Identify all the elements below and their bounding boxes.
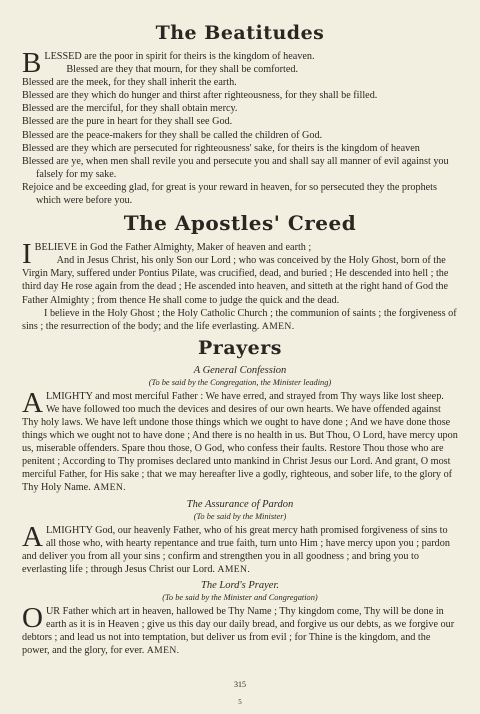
lords-prayer-body: UR Father which art in heaven, hallowed be Thy Name ; Thy kingdom come, Thy will be done in earth as it is in Heaven ; give us this day our daily bread, and forgive us our debts, as we forgive our debtors ; and lead us not into temptation, but deliver us from evil ; for Thine is the kingdom, and the power, and the glory, for ever. — [22, 605, 455, 657]
lords-prayer-section — [22, 601, 458, 657]
confession-section — [22, 386, 458, 495]
assurance-section — [22, 520, 458, 576]
creed-paragraph-1 — [22, 238, 458, 271]
beatitude-first-text: LESSED are the poor in spirit for theirs is the kingdom of heaven. — [44, 51, 315, 62]
prayers-title: Prayers — [198, 336, 282, 359]
creed-dropcap: I — [22, 238, 32, 271]
confession-rubric: (To be said by the Congregation, the Minister leading) — [148, 377, 332, 387]
lords-prayer-rubric: (To be said by the Minister and Congregation) — [162, 592, 318, 602]
assurance-rubric: (To be said by the Minister) — [193, 511, 287, 521]
beatitudes-title: The Beatitudes — [155, 22, 325, 44]
creed-p3-text: I believe in the Holy Ghost ; the Holy Catholic Church ; the communion of saints ; the forgiveness of sins ; the resurrection of the body; and the life everlasting. — [22, 307, 457, 332]
beatitude-line: Blessed are they which are persecuted for righteousness' sake, for theirs is the kingdom of heaven — [22, 142, 420, 154]
lords-prayer-amen: AMEN. — [146, 645, 180, 657]
creed-amen: AMEN. — [261, 320, 295, 332]
page-number: 315 — [234, 680, 246, 689]
bottom-mark: 5 — [238, 698, 242, 706]
beatitude-line: Blessed are the pure in heart for they shall see God. — [22, 116, 233, 128]
confession-heading: A General Confession — [193, 364, 287, 376]
beatitude-line: Blessed are the merciful, for they shall obtain mercy. — [22, 103, 238, 115]
beatitudes-dropcap: B — [22, 47, 42, 79]
creed-title: The Apostles' Creed — [123, 211, 357, 236]
lords-prayer-heading: The Lord's Prayer. — [201, 579, 279, 591]
assurance-heading: The Assurance of Pardon — [186, 498, 294, 510]
confession-body: LMIGHTY and most merciful Father : We have erred, and strayed from Thy ways like lost sheep. We have followed too much the devices and desires of our own hearts. We have offended against Thy holy laws. We have left undone those things which we ought to have done ; And we have done those things which we ought not to have done ; And there is no health in us. But Thou, O Lord, have mercy upon us, miserable offenders. Spare thou those, O God, who confess their faults. Restore Thou those who are penitent ; According to Thy promises declared unto mankind in Christ Jesus our Lord. And grant, O most merciful Father, for His sake ; that we may hereafter live a godly, righteous, and sober life, to the glory of Thy Holy Name. — [22, 390, 458, 494]
assurance-text — [22, 520, 458, 576]
creed-paragraph-3 — [22, 307, 458, 333]
assurance-body: LMIGHTY God, our heavenly Father, who of his great mercy hath promised forgiveness of sins to all those who, with hearty repentance and true faith, turn unto Him ; have mercy upon you ; pardon and deliver you from all your sins ; confirm and strengthen you in all goodness ; and bring you to everlasting life ; through Jesus Christ our Lord. — [22, 524, 450, 575]
beatitude-line: Blessed are the meek, for they shall inherit the earth. — [22, 77, 237, 89]
beatitude-line: Blessed are ye, when men shall revile you and persecute you and shall say all manner of evil against you falsely for my sake. — [22, 155, 449, 180]
confession-amen: AMEN. — [93, 482, 126, 494]
lords-prayer-text — [22, 601, 458, 657]
beatitude-line: Blessed are they which do hunger and thirst after righteousness, for they shall be filled. — [22, 90, 378, 102]
creed-section — [22, 238, 458, 333]
creed-paragraph-2: And in Jesus Christ, his only Son our Lord ; who was conceived by the Holy Ghost, born of the Virgin Mary, suffered under Pontius Pilate, was crucified, dead, and buried ; He descended into hell ; the third day He rose again from the dead ; He ascended into heaven, and sitteth at the right hand of God the Father Almighty ; from thence He shall come to judge the quick and the dead. — [22, 255, 449, 306]
assurance-amen: AMEN. — [217, 563, 251, 575]
assurance-dropcap: A — [22, 520, 43, 553]
beatitude-line: Blessed are the peace-makers for they shall be called the children of God. — [22, 129, 323, 141]
lords-prayer-dropcap: O — [22, 601, 43, 634]
confession-text — [22, 386, 458, 495]
confession-dropcap: A — [22, 386, 43, 419]
beatitude-line: Rejoice and be exceeding glad, for great is your reward in heaven, for so persecuted they the prophets which were before you. — [22, 181, 437, 207]
beatitude-line: Blessed are they that mourn, for they shall be comforted. — [66, 64, 299, 76]
beatitudes-section — [22, 47, 458, 207]
creed-p1-text: BELIEVE in God the Father Almighty, Maker of heaven and earth ; — [34, 242, 312, 254]
